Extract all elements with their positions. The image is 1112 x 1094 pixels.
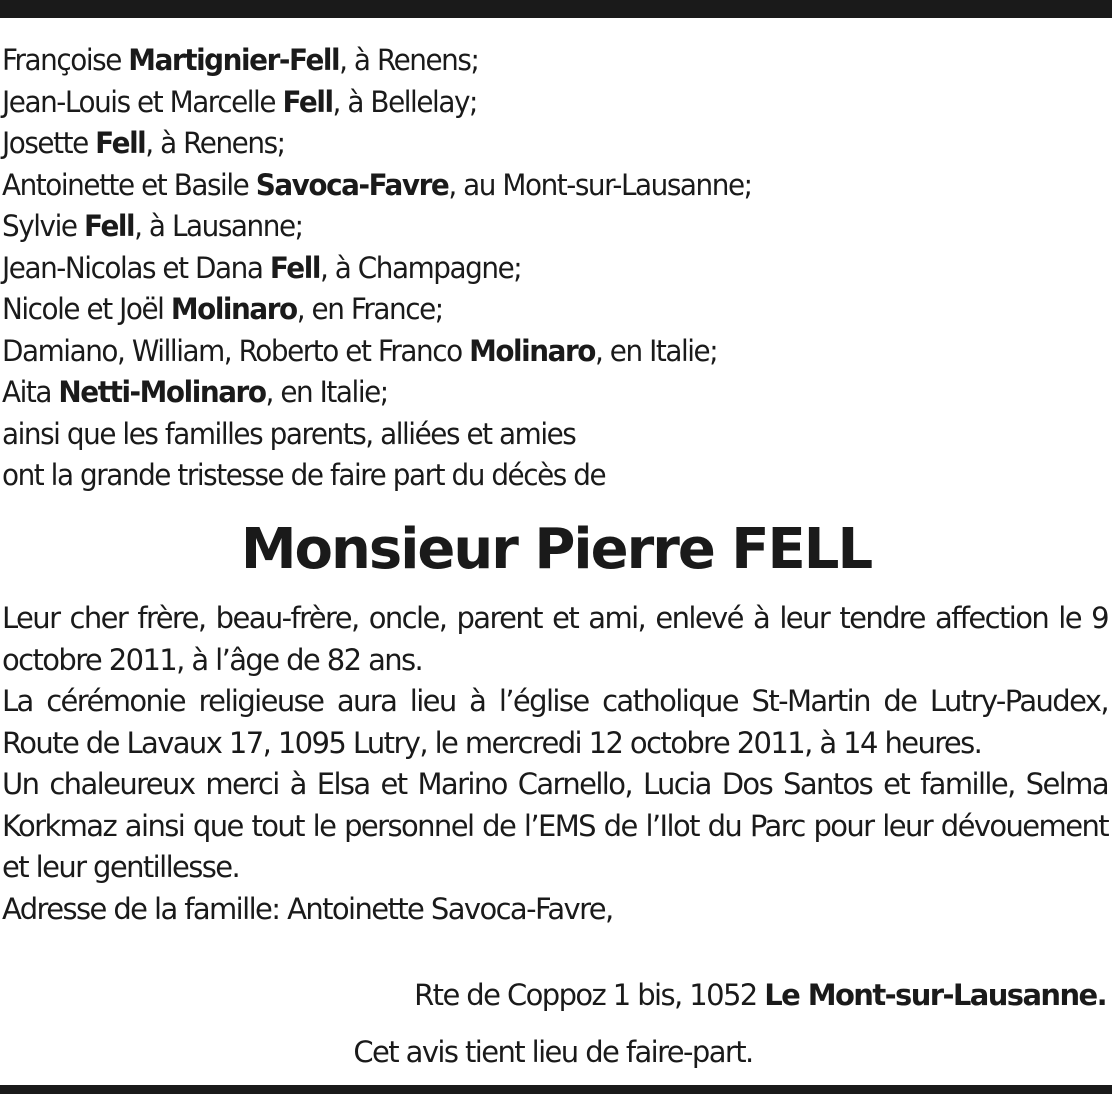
mourner-surname: Fell: [95, 126, 146, 160]
mourner-first-names: Françoise: [2, 43, 129, 77]
ceremony-paragraph: La cérémonie religieuse aura lieu à l’église catholique St-Martin de Lutry-Paudex, Route de Lavaux 17, 1095 Lutry, le mercredi 12 octobre 2011, à 14 heures.: [2, 684, 1108, 760]
mourner-first-names: Antoinette et Basile: [2, 167, 256, 202]
top-rule: [0, 0, 1112, 18]
mourner-first-names: Jean-Nicolas et Dana: [2, 250, 270, 285]
thanks-paragraph: Un chaleureux merci à Elsa et Marino Carnello, Lucia Dos Santos et famille, Selma Korkmaz ainsi que tout le personnel de l’EMS de l’Ilot du Parc pour leur dévouement et leur gentillesse.: [2, 767, 1108, 884]
intro-line: ont la grande tristesse de faire part du décès de: [2, 458, 606, 492]
mourner-location: , à Champagne;: [319, 250, 522, 285]
mourner-first-names: Damiano, William, Roberto et Franco: [2, 333, 470, 368]
mourner-surname: Netti-Molinaro: [58, 375, 266, 409]
mourner-first-names: Jean-Louis et Marcelle: [2, 84, 283, 119]
mourner-line: [2, 123, 1058, 165]
mourner-line: [2, 248, 1058, 290]
mourner-surname: Martignier-Fell: [128, 43, 340, 77]
mourner-first-names: Nicole et Joël: [2, 292, 171, 326]
mourner-location: , à Renens;: [145, 126, 285, 160]
mourner-first-names: Sylvie: [2, 209, 85, 243]
family-address-label: Adresse de la famille: Antoinette Savoca-Favre,: [2, 891, 613, 926]
notice-body: [2, 598, 1108, 930]
mourner-surname: Fell: [84, 209, 135, 243]
mourner-line: [2, 40, 1058, 82]
mourner-surname: Molinaro: [469, 333, 595, 368]
deceased-name: Monsieur Pierre FELL: [240, 517, 872, 582]
mourner-line: [2, 82, 1058, 124]
mourner-location: , en Italie;: [265, 375, 388, 409]
mourner-location: , en Italie;: [594, 333, 718, 368]
mourner-line: [2, 206, 1058, 248]
mourner-line: [2, 165, 1058, 207]
mourner-surname: Molinaro: [170, 292, 297, 326]
mourners-list: [2, 40, 1102, 497]
mourner-line: [2, 289, 1058, 331]
mourner-line: [2, 372, 1058, 414]
tribute-paragraph: Leur cher frère, beau-frère, oncle, parent et ami, enlevé à leur tendre affection le 9 octobre 2011, à l’âge de 82 ans.: [2, 601, 1108, 677]
bottom-rule: [0, 1085, 1112, 1094]
mourner-surname: Savoca-Favre: [255, 167, 449, 202]
mourner-first-names: Josette: [2, 126, 96, 160]
mourner-location: , au Mont-sur-Lausanne;: [448, 167, 752, 202]
family-address-town: Le Mont-sur-Lausanne.: [764, 978, 1106, 1012]
mourner-location: , à Lausanne;: [134, 209, 303, 243]
mourner-surname: Fell: [282, 84, 333, 119]
mourner-location: , à Bellelay;: [332, 84, 477, 119]
mourner-location: , à Renens;: [339, 43, 479, 77]
mourner-line: [2, 331, 1058, 373]
intro-line: ainsi que les familles parents, alliées et amies: [2, 416, 576, 451]
family-address: [414, 975, 1106, 1017]
mourner-location: , en France;: [296, 292, 443, 326]
mourner-surname: Fell: [269, 250, 320, 285]
closing-text: Cet avis tient lieu de faire-part.: [353, 1035, 753, 1069]
family-address-street: Rte de Coppoz 1 bis, 1052: [414, 978, 765, 1012]
mourner-first-names: Aita: [2, 375, 59, 409]
closing-note: [0, 1032, 1112, 1074]
